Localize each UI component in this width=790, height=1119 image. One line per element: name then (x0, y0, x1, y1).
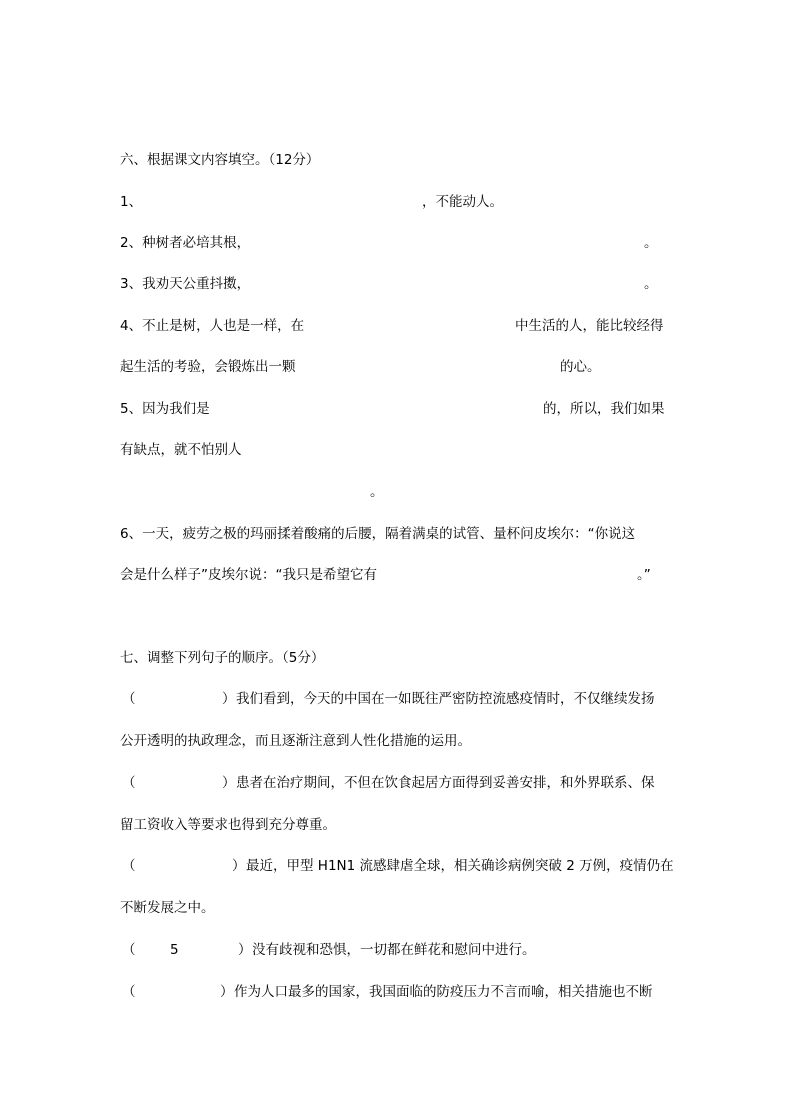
q6-line2-before: 会是什么样子”皮埃尔说：“我只是希望它有 (120, 567, 377, 583)
open-paren: （ (122, 775, 136, 791)
order-item-text: 没有歧视和恐惧，一切都在鲜花和慰问中进行。 (252, 942, 536, 958)
order-item-text: 我们看到，今天的中国在一如既往严密防控流感疫情时，不仅继续发扬 (236, 691, 655, 707)
q2-text: 2、种树者必培其根， (120, 235, 251, 251)
order-item-text: 最近，甲型 H1N1 流感肆虐全球，相关确诊病例突破 2 万例，疫情仍在 (246, 858, 674, 874)
q3-period: 。 (644, 276, 658, 292)
open-paren: （ (122, 858, 136, 874)
close-paren: ） (222, 691, 236, 707)
section6-heading: 六、根据课文内容填空。（12分） (120, 152, 320, 168)
close-paren: ） (238, 942, 252, 958)
q5-after-text: 的，所以，我们如果 (543, 401, 665, 417)
close-paren: ） (232, 858, 246, 874)
q1-number: 1、 (120, 194, 143, 210)
q5-period: 。 (370, 484, 384, 500)
close-paren: ） (220, 984, 234, 1000)
section7-heading: 七、调整下列句子的顺序。（5分） (120, 650, 325, 666)
q5-before-text: 5、因为我们是 (120, 401, 210, 417)
q6-line2-after: 。” (637, 567, 651, 583)
close-paren: ） (222, 775, 236, 791)
order-item-text: 作为人口最多的国家，我国面临的防疫压力不言而喻，相关措施也不断 (234, 984, 653, 1000)
q4-before-text: 4、不止是树，人也是一样，在 (120, 318, 305, 334)
order-item-continuation: 公开透明的执政理念，而且逐渐注意到人性化措施的运用。 (120, 733, 471, 749)
order-item-text: 患者在治疗期间，不但在饮食起居方面得到妥善安排，和外界联系、保 (236, 775, 655, 791)
q2-period: 。 (644, 235, 658, 251)
order-item-continuation: 留工资收入等要求也得到充分尊重。 (120, 817, 336, 833)
question-5-line-2: 有缺点，就不怕别人 (120, 442, 242, 458)
q3-text: 3、我劝天公重抖擞， (120, 276, 251, 292)
q4-after-text: 中生活的人，能比较经得 (515, 318, 664, 334)
open-paren: （ (122, 691, 136, 707)
order-item-continuation: 不断发展之中。 (120, 900, 215, 916)
order-answer-blank[interactable]: 5 (170, 942, 179, 958)
q1-after-text: ，不能动人。 (422, 194, 503, 210)
q4-line2-after: 的心。 (560, 359, 601, 375)
open-paren: （ (122, 942, 136, 958)
open-paren: （ (122, 984, 136, 1000)
q4-line2-before: 起生活的考验，会锻炼出一颗 (120, 359, 296, 375)
question-6-line-1: 6、一天，疲劳之极的玛丽揉着酸痛的后腰，隔着满桌的试管、量杯问皮埃尔：“你说这 (120, 526, 636, 542)
